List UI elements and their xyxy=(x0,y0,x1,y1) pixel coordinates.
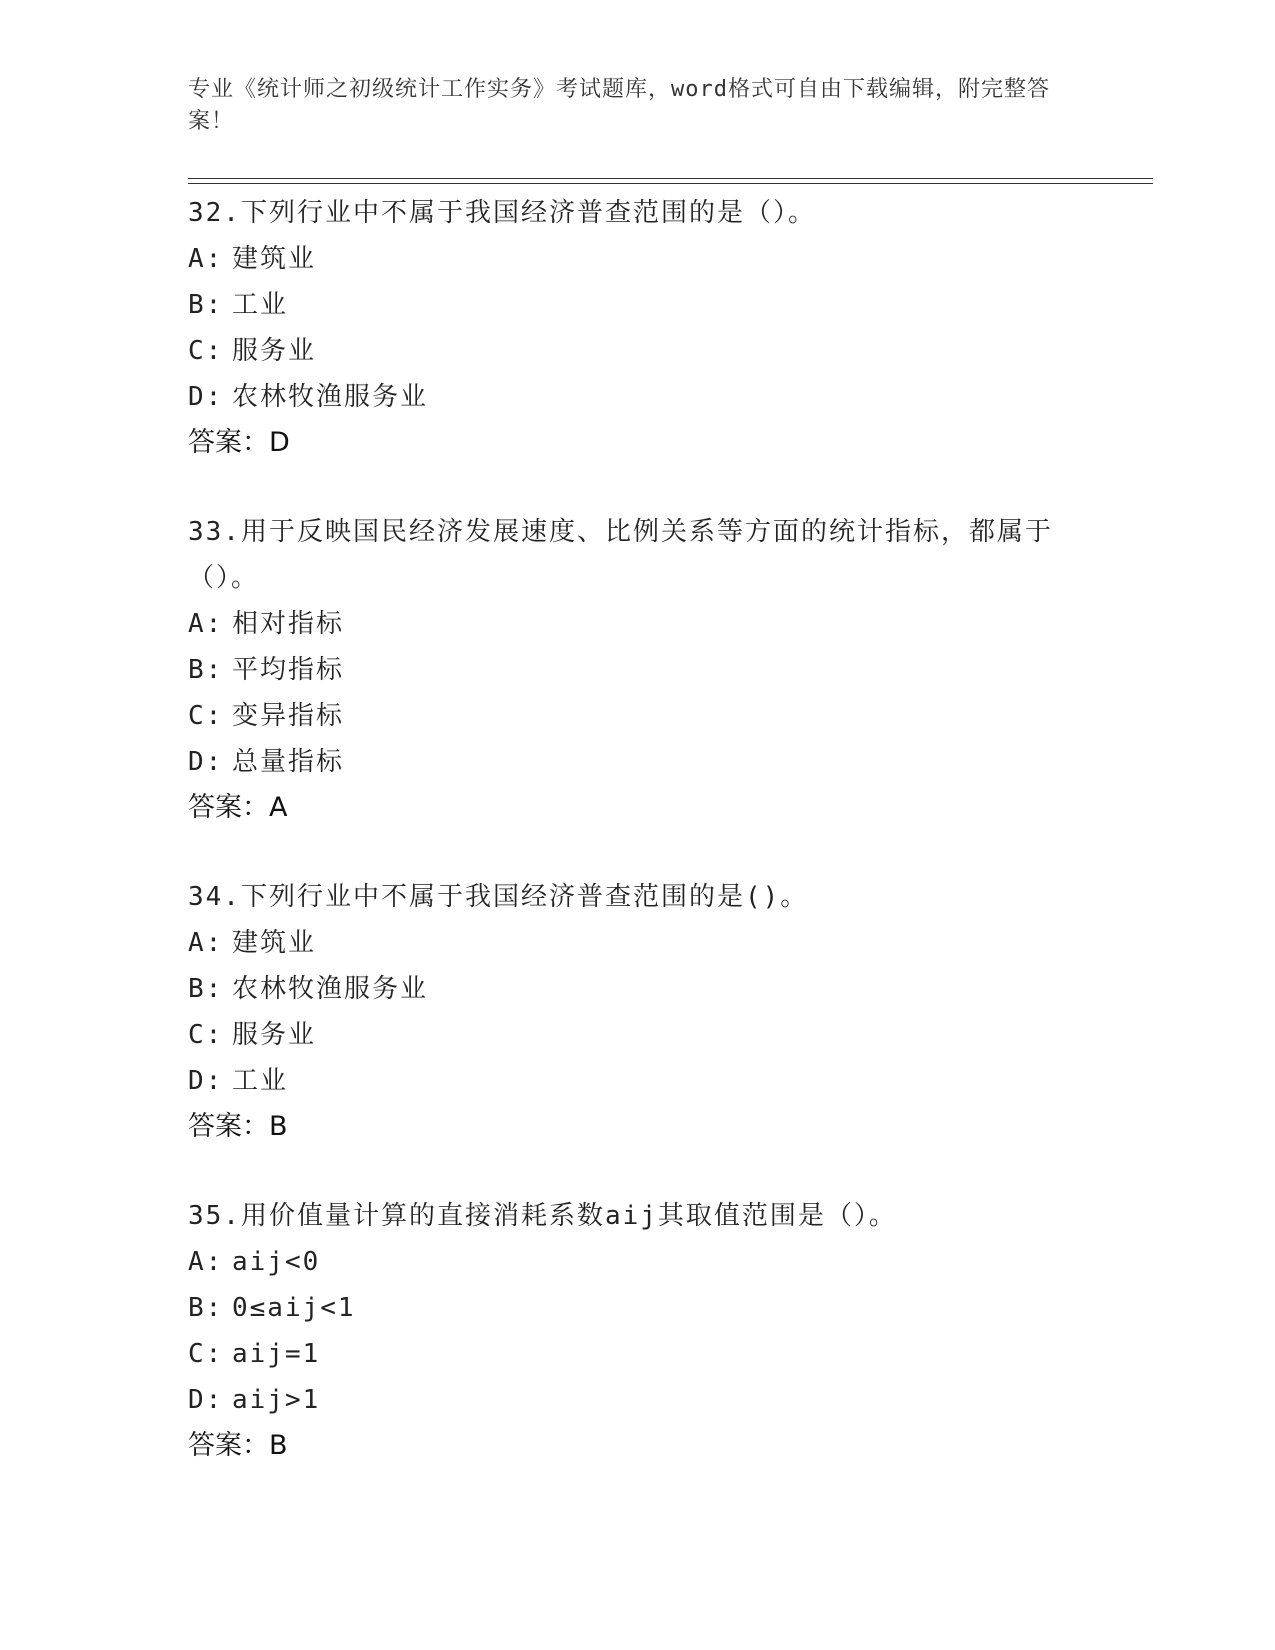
answer-line: 答案：B xyxy=(188,1111,288,1142)
option-text: 服务业 xyxy=(232,1020,317,1050)
option-text: 建筑业 xyxy=(232,244,317,274)
question-33 xyxy=(188,509,1088,831)
option-text: 工业 xyxy=(232,290,289,320)
option-text: 总量指标 xyxy=(232,747,345,777)
option-text: 农林牧渔服务业 xyxy=(232,974,429,1004)
option-a xyxy=(188,920,1088,966)
option-letter: B: xyxy=(188,1293,224,1323)
option-text: 服务业 xyxy=(232,336,317,366)
document-header: 专业《统计师之初级统计工作实务》考试题库，word格式可自由下载编辑，附完整答案！ xyxy=(188,77,1050,134)
option-b xyxy=(188,966,1088,1012)
option-text: aij>1 xyxy=(232,1385,321,1415)
question-stem: 35.用价值量计算的直接消耗系数aij其取值范围是（）。 xyxy=(188,1201,897,1231)
question-stem: 32.下列行业中不属于我国经济普查范围的是（）。 xyxy=(188,198,816,228)
option-letter: D: xyxy=(188,747,224,777)
option-text: aij<0 xyxy=(232,1247,321,1277)
option-c xyxy=(188,1331,1088,1377)
option-text: 平均指标 xyxy=(232,655,345,685)
option-text: 工业 xyxy=(232,1066,289,1096)
question-32 xyxy=(188,190,1088,466)
option-c xyxy=(188,693,1088,739)
option-letter: A: xyxy=(188,244,224,274)
option-a xyxy=(188,1239,1088,1285)
option-text: 变异指标 xyxy=(232,701,345,731)
option-letter: C: xyxy=(188,1020,224,1050)
option-letter: D: xyxy=(188,1385,224,1415)
option-d xyxy=(188,739,1088,785)
option-text: 农林牧渔服务业 xyxy=(232,382,429,412)
option-d xyxy=(188,374,1088,420)
option-c xyxy=(188,1012,1088,1058)
option-text: 相对指标 xyxy=(232,609,345,639)
option-letter: B: xyxy=(188,655,224,685)
option-letter: B: xyxy=(188,974,224,1004)
option-d xyxy=(188,1377,1088,1423)
option-a xyxy=(188,601,1088,647)
question-stem: 34.下列行业中不属于我国经济普查范围的是()。 xyxy=(188,882,809,912)
answer-line: 答案：A xyxy=(188,792,288,823)
option-b xyxy=(188,282,1088,328)
question-34 xyxy=(188,874,1088,1150)
option-letter: C: xyxy=(188,336,224,366)
option-letter: C: xyxy=(188,1339,224,1369)
answer-line: 答案：B xyxy=(188,1430,288,1461)
option-a xyxy=(188,236,1088,282)
answer-line: 答案：D xyxy=(188,427,290,458)
option-letter: A: xyxy=(188,1247,224,1277)
option-b xyxy=(188,647,1088,693)
option-letter: D: xyxy=(188,382,224,412)
option-letter: D: xyxy=(188,1066,224,1096)
option-c xyxy=(188,328,1088,374)
option-letter: A: xyxy=(188,609,224,639)
option-letter: A: xyxy=(188,928,224,958)
option-d xyxy=(188,1058,1088,1104)
option-b xyxy=(188,1285,1088,1331)
option-text: aij=1 xyxy=(232,1339,321,1369)
header-divider-top xyxy=(188,178,1153,179)
option-letter: B: xyxy=(188,290,224,320)
option-letter: C: xyxy=(188,701,224,731)
option-text: 建筑业 xyxy=(232,928,317,958)
option-text: 0≤aij<1 xyxy=(232,1293,356,1323)
question-35 xyxy=(188,1193,1088,1469)
header-divider-bottom xyxy=(188,183,1153,184)
question-stem: 33.用于反映国民经济发展速度、比例关系等方面的统计指标，都属于（）。 xyxy=(188,517,1053,593)
